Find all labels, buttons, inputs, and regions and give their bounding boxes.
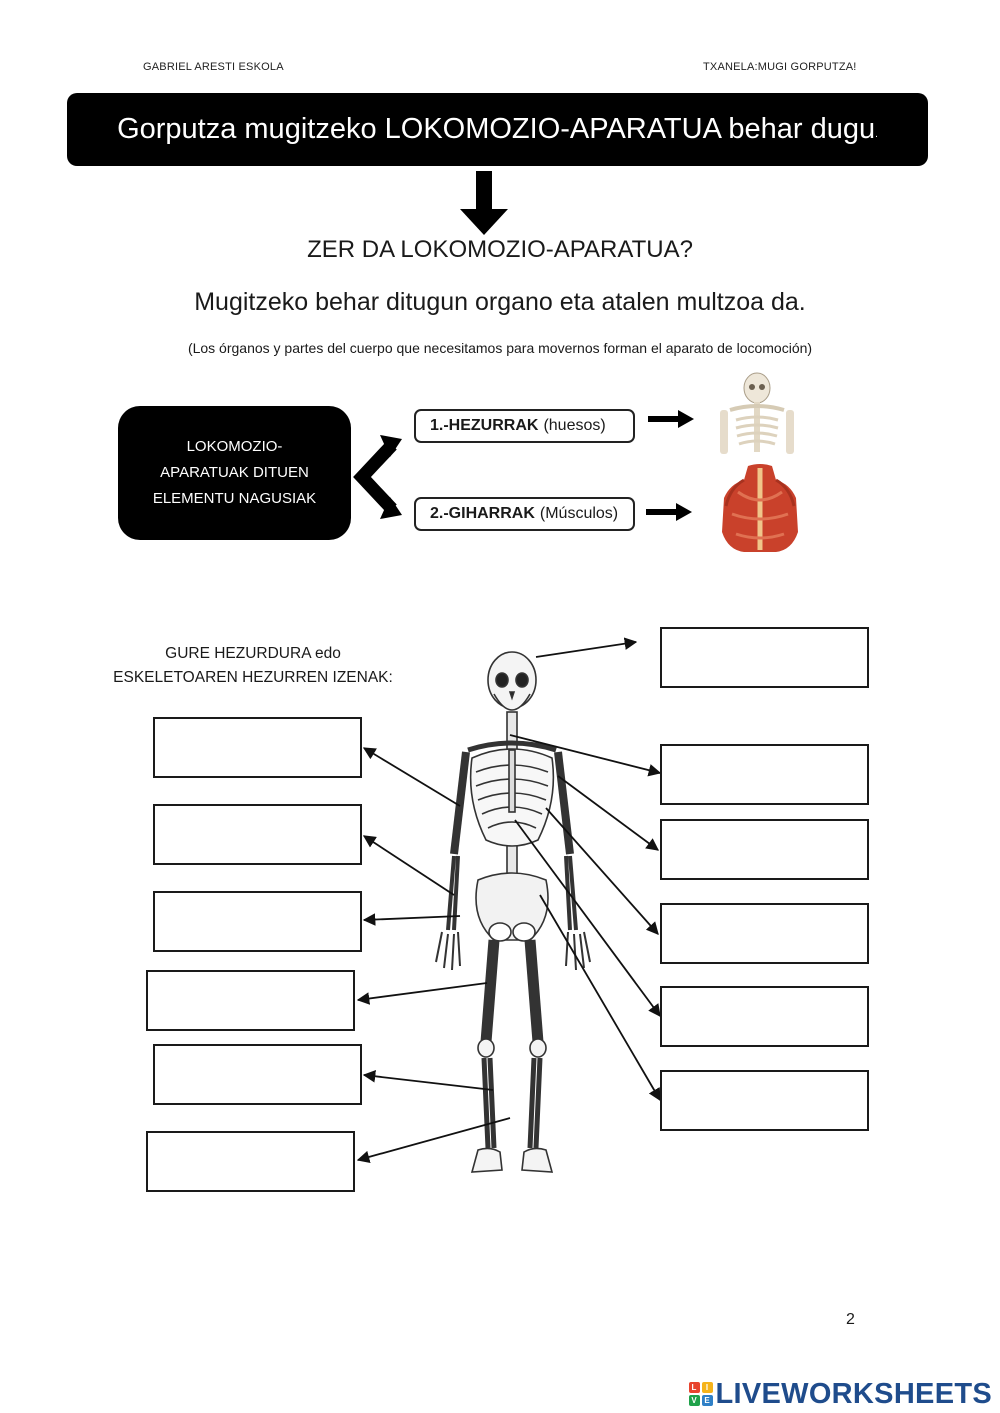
- logo-badge-letter: V: [689, 1395, 700, 1406]
- activity-label-line: ESKELETOAREN HEZURREN IZENAK:: [113, 669, 393, 686]
- answer-box-right-6[interactable]: [660, 1070, 869, 1131]
- answer-box-left-4[interactable]: [146, 970, 355, 1031]
- question-title: ZER DA LOKOMOZIO-APARATUA?: [307, 236, 693, 263]
- logo-text: LIVEWORKSHEETS: [715, 1377, 992, 1410]
- answer-box-right-1[interactable]: [660, 627, 869, 688]
- banner-text: Gorputza mugitzeko LOKOMOZIO-APARATUA behar dugu: [117, 113, 876, 145]
- bones-title: 1.-HEZURRAK: [430, 417, 539, 434]
- activity-label-line: GURE HEZURDURA edo: [165, 645, 341, 662]
- answer-box-right-2[interactable]: [660, 744, 869, 805]
- logo-badge-letter: E: [702, 1395, 713, 1406]
- answer-box-left-1[interactable]: [153, 717, 362, 778]
- liveworksheets-logo[interactable]: [689, 1376, 993, 1412]
- answer-box-left-2[interactable]: [153, 804, 362, 865]
- answer-box-left-6[interactable]: [146, 1131, 355, 1192]
- bones-translation: (huesos): [543, 417, 606, 434]
- logo-badge-letter: L: [689, 1382, 700, 1393]
- question-answer: Mugitzeko behar ditugun organo eta atalen multzoa da.: [194, 288, 806, 316]
- answer-box-right-4[interactable]: [660, 903, 869, 964]
- answer-box-left-5[interactable]: [153, 1044, 362, 1105]
- answer-box-right-5[interactable]: [660, 986, 869, 1047]
- unit-name: TXANELA:MUGI GORPUTZA!: [703, 61, 857, 73]
- answer-box-left-3[interactable]: [153, 891, 362, 952]
- logo-badge-letter: I: [702, 1382, 713, 1393]
- box-line: APARATUAK DITUEN: [160, 464, 309, 481]
- question-translation: (Los órganos y partes del cuerpo que necesitamos para movernos forman el aparato de locomoción): [187, 340, 813, 356]
- logo-badge-icon: [689, 1382, 713, 1406]
- banner-suffix: .: [875, 129, 878, 140]
- box-line: ELEMENTU NAGUSIAK: [152, 490, 317, 507]
- box-line: LOKOMOZIO-: [186, 438, 283, 455]
- answer-box-right-3[interactable]: [660, 819, 869, 880]
- page-number: 2: [846, 1311, 855, 1328]
- school-name: GABRIEL ARESTI ESKOLA: [143, 61, 284, 73]
- muscles-title: 2.-GIHARRAK: [430, 505, 535, 522]
- muscles-translation: (Músculos): [539, 505, 619, 522]
